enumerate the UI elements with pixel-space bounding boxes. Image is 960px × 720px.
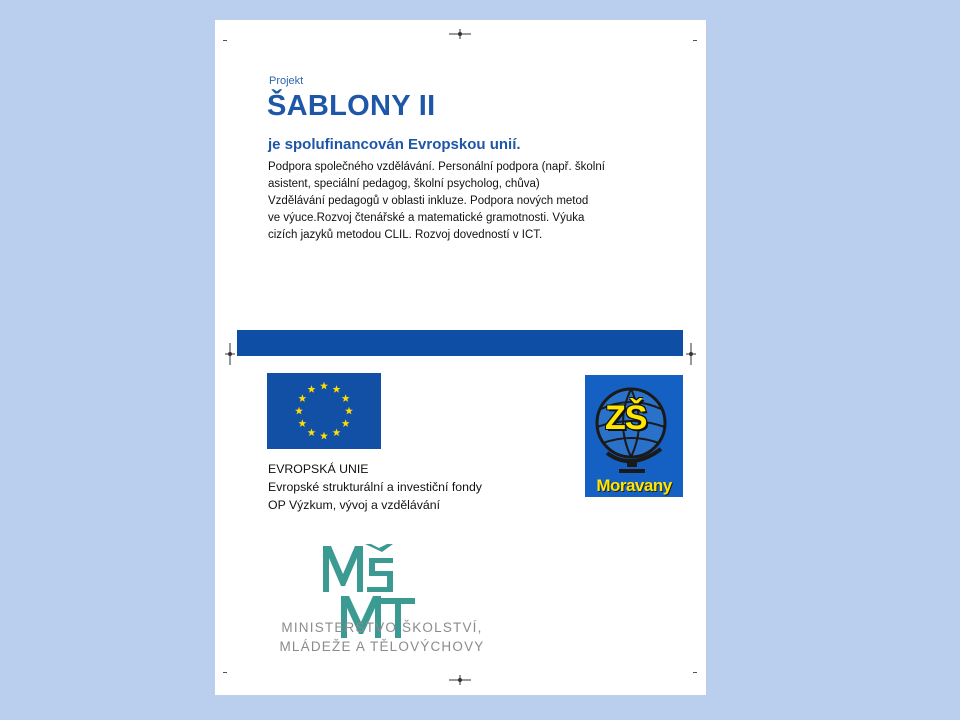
crop-mark-icon — [693, 40, 697, 45]
eu-line: EVROPSKÁ UNIE — [268, 462, 369, 476]
registration-mark-icon — [449, 27, 471, 41]
description-line: ve výuce.Rozvoj čtenářské a matematické gramotnosti. Výuka — [268, 212, 585, 224]
ministry-name — [267, 618, 497, 656]
description-line: cizích jazyků metodou CLIL. Rozvoj dovedností v ICT. — [268, 229, 543, 241]
registration-mark-icon — [223, 343, 237, 365]
school-logo — [585, 375, 683, 497]
eu-line: Evropské strukturální a investiční fondy — [268, 480, 482, 494]
page-subtitle: je spolufinancován Evropskou unií. — [268, 136, 521, 153]
description-line: asistent, speciální pedagog, školní psycholog, chůva) — [268, 178, 540, 190]
eu-line: OP Výzkum, vývoj a vzdělávání — [268, 498, 441, 512]
registration-mark-icon — [684, 343, 698, 365]
description-line: Podpora společného vzdělávání. Personální podpora (např. školní — [268, 161, 605, 173]
document-page — [215, 20, 706, 695]
description-line: Vzdělávání pedagogů v oblasti inkluze. Podpora nových metod — [268, 195, 589, 207]
crop-mark-icon — [223, 40, 227, 45]
eu-funding-text — [268, 460, 482, 514]
blue-band-divider — [237, 330, 683, 356]
project-label: Projekt — [269, 75, 304, 87]
registration-mark-icon — [449, 673, 471, 687]
school-emblem-text: ZŠ — [605, 399, 647, 437]
ministry-name-line: MLÁDEŽE A TĚLOVÝCHOVY — [279, 639, 485, 654]
crop-mark-icon — [693, 672, 697, 677]
ministry-name-line: MINISTERSTVO ŠKOLSTVÍ, — [281, 620, 483, 635]
school-name: Moravany — [596, 476, 672, 495]
crop-mark-icon — [223, 672, 227, 677]
eu-flag-icon — [267, 373, 381, 449]
description-paragraph — [268, 159, 648, 244]
page-title: ŠABLONY II — [267, 90, 436, 122]
